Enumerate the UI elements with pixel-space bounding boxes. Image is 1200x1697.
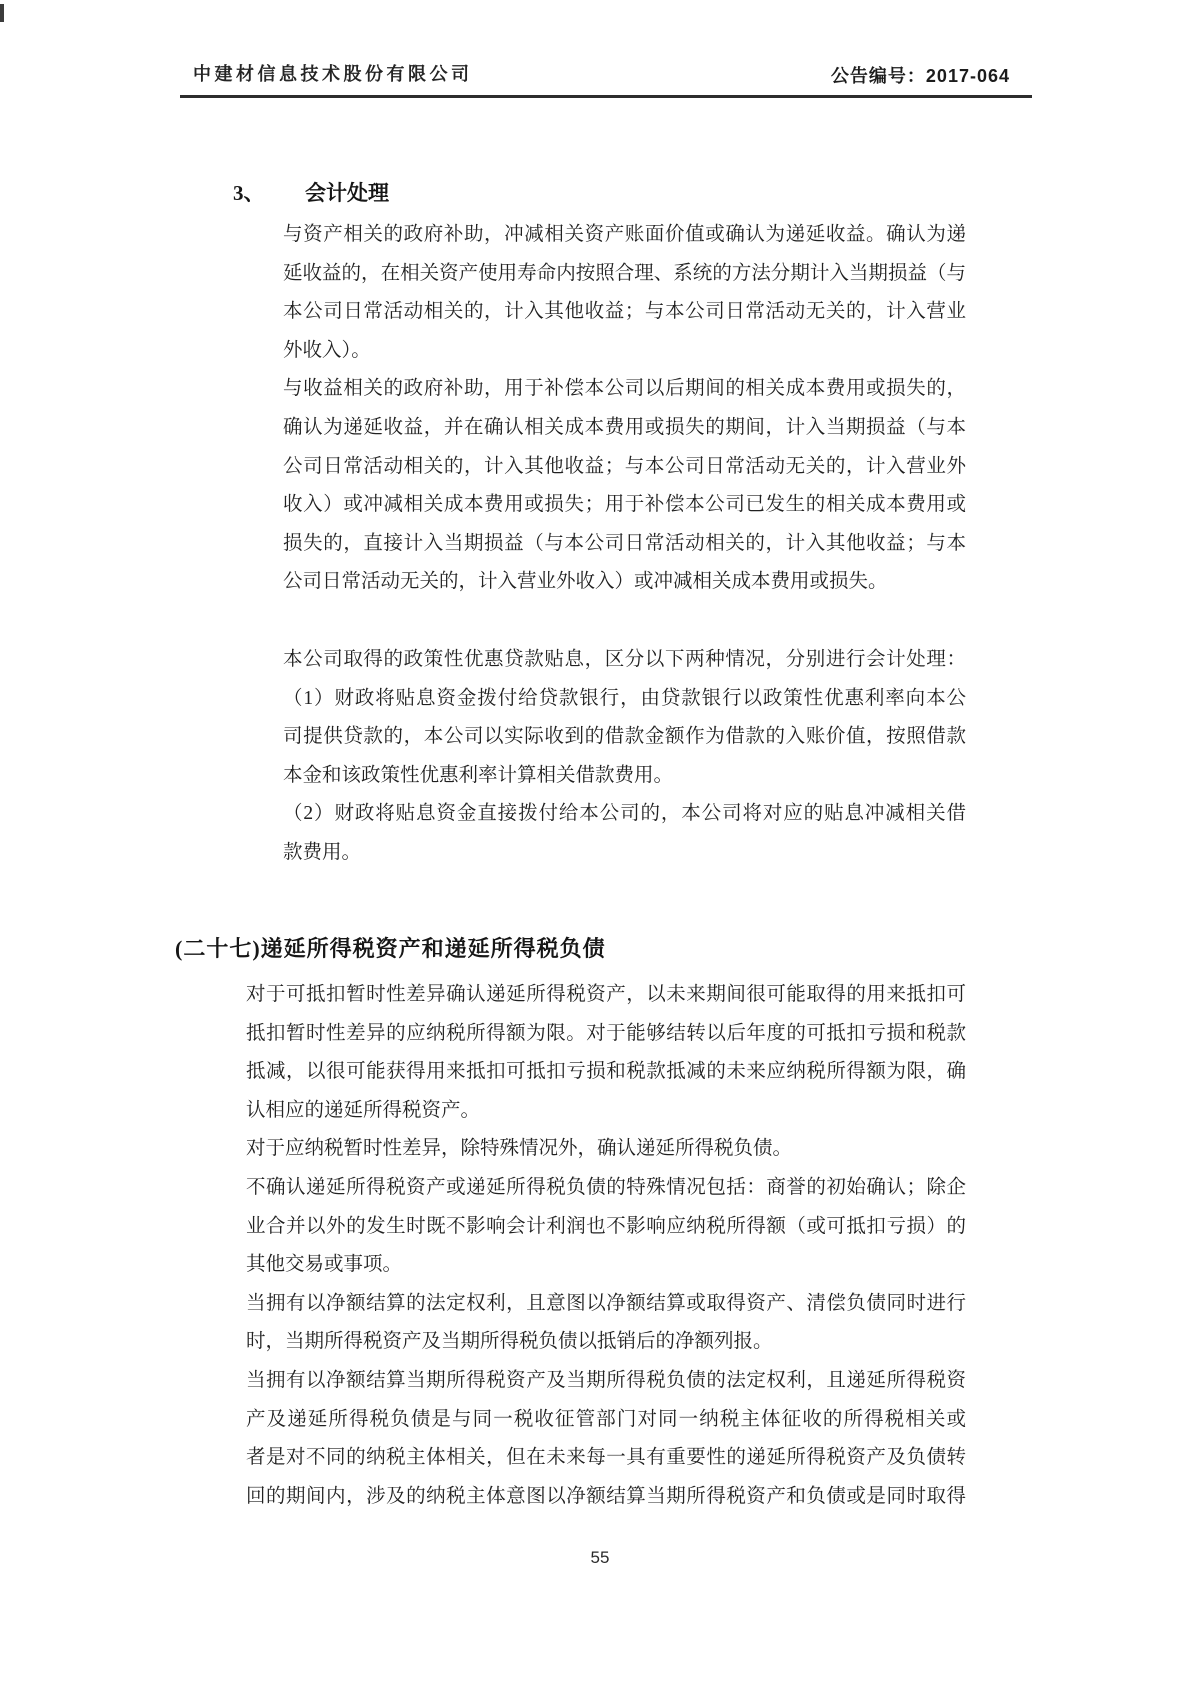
text-line: 对于应纳税暂时性差异，除特殊情况外，确认递延所得税负债。 — [246, 1138, 793, 1160]
paragraph — [246, 976, 966, 1130]
header-rule — [180, 95, 1032, 98]
section-3-title: 会计处理 — [305, 181, 389, 205]
section-3-number: 3、 — [233, 181, 265, 205]
section-27-body — [246, 976, 966, 1516]
text-line: （1）财政将贴息资金拨付给贷款银行，由贷款银行以政策性优惠利率向本公 — [283, 687, 966, 709]
section-3-heading — [233, 179, 389, 207]
text-line: 回的期间内，涉及的纳税主体意图以净额结算当期所得税资产和负债或是同时取得 — [246, 1485, 966, 1507]
text-line: 损失的，直接计入当期损益（与本公司日常活动相关的，计入其他收益；与本 — [283, 532, 966, 554]
paragraph — [283, 216, 966, 370]
text-line: 其他交易或事项。 — [246, 1254, 403, 1276]
text-line: 产及递延所得税负债是与同一税收征管部门对同一纳税主体征收的所得税相关或 — [246, 1408, 966, 1430]
text-line: 与资产相关的政府补助，冲减相关资产账面价值或确认为递延收益。确认为递 — [283, 224, 966, 245]
paragraph — [246, 1362, 966, 1516]
text-line: 延收益的，在相关资产使用寿命内按照合理、系统的方法分期计入当期损益（与 — [283, 262, 966, 284]
paragraph — [246, 1169, 966, 1285]
section-27-heading: (二十七)递延所得税资产和递延所得税负债 — [175, 936, 606, 961]
paragraph — [283, 795, 966, 872]
text-line: 不确认递延所得税资产或递延所得税负债的特殊情况包括：商誉的初始确认；除企 — [246, 1176, 966, 1198]
text-line: 时，当期所得税资产及当期所得税负债以抵销后的净额列报。 — [246, 1331, 773, 1353]
text-line: 抵减，以很可能获得用来抵扣可抵扣亏损和税款抵减的未来应纳税所得额为限，确 — [246, 1061, 966, 1083]
text-line: 抵扣暂时性差异的应纳税所得额为限。对于能够结转以后年度的可抵扣亏损和税款 — [246, 1022, 966, 1044]
text-line: 当拥有以净额结算当期所得税资产及当期所得税负债的法定权利，且递延所得税资 — [246, 1369, 966, 1391]
paragraph — [246, 1285, 966, 1362]
scan-artifact — [0, 4, 4, 22]
header-company-name: 中建材信息技术股份有限公司 — [193, 64, 473, 84]
header-doc-number: 公告编号：2017-064 — [830, 66, 1010, 86]
text-line: 者是对不同的纳税主体相关，但在未来每一具有重要性的递延所得税资产及负债转 — [246, 1447, 966, 1469]
text-line: 本金和该政策性优惠利率计算相关借款费用。 — [283, 764, 674, 786]
page-number: 55 — [590, 1548, 610, 1567]
paragraph — [283, 641, 966, 680]
section-3-body — [283, 216, 966, 873]
text-line: 外收入）。 — [283, 339, 371, 361]
text-line: 业合并以外的发生时既不影响会计利润也不影响应纳税所得额（或可抵扣亏损）的 — [246, 1215, 966, 1237]
paragraph — [283, 680, 966, 796]
text-line: 司提供贷款的，本公司以实际收到的借款金额作为借款的入账价值，按照借款 — [283, 726, 966, 748]
text-line: 确认为递延收益，并在确认相关成本费用或损失的期间，计入当期损益（与本 — [283, 416, 966, 438]
text-line: 当拥有以净额结算的法定权利，且意图以净额结算或取得资产、清偿负债同时进行 — [246, 1292, 966, 1314]
paragraph — [283, 370, 966, 602]
text-line: 对于可抵扣暂时性差异确认递延所得税资产，以未来期间很可能取得的用来抵扣可 — [246, 984, 966, 1005]
text-line: 收入）或冲减相关成本费用或损失；用于补偿本公司已发生的相关成本费用或 — [283, 494, 966, 516]
paragraph — [246, 1130, 966, 1169]
text-line: 与收益相关的政府补助，用于补偿本公司以后期间的相关成本费用或损失的， — [283, 378, 966, 400]
text-line: 本公司日常活动相关的，计入其他收益；与本公司日常活动无关的，计入营业 — [283, 301, 966, 323]
text-line: 款费用。 — [283, 841, 362, 863]
text-line: 公司日常活动相关的，计入其他收益；与本公司日常活动无关的，计入营业外 — [283, 455, 966, 477]
text-line: 认相应的递延所得税资产。 — [246, 1099, 481, 1121]
text-line: 本公司取得的政策性优惠贷款贴息，区分以下两种情况，分别进行会计处理： — [283, 648, 966, 670]
text-line: 公司日常活动无关的，计入营业外收入）或冲减相关成本费用或损失。 — [283, 571, 888, 593]
text-line: （2）财政将贴息资金直接拨付给本公司的，本公司将对应的贴息冲减相关借 — [283, 803, 966, 825]
